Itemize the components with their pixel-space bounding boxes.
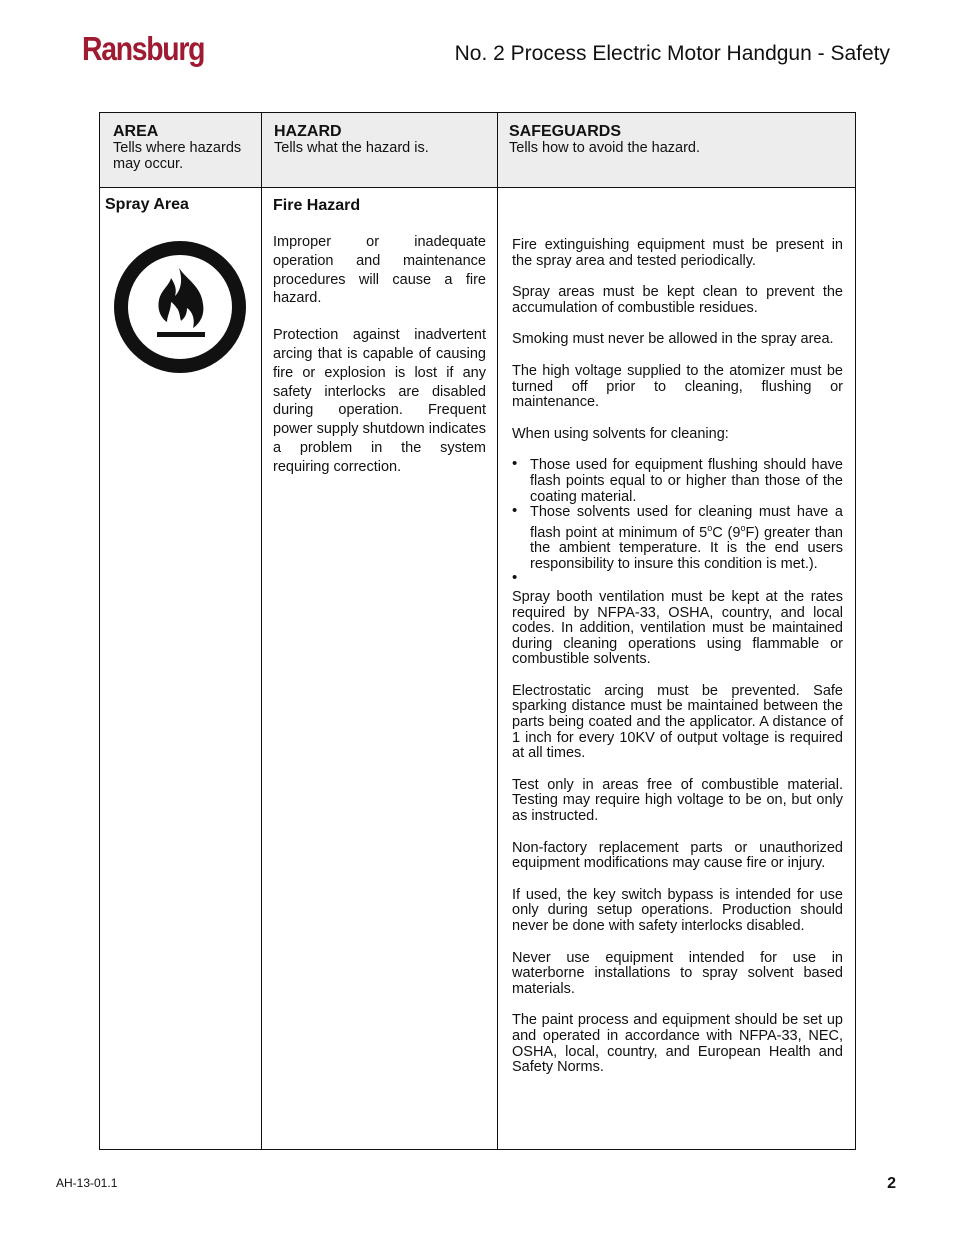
safeguard-paragraph: Fire extinguishing equipment must be present in the spray area and tested periodically. — [512, 237, 843, 269]
ransburg-logo: Ransburg — [82, 30, 205, 67]
table-header-row — [100, 113, 856, 188]
hazard-name: Fire Hazard — [273, 197, 361, 214]
list-item — [512, 502, 843, 572]
safeguard-paragraph: Non-factory replacement parts or unauthorized equipment modifications may cause fire or injury. — [512, 839, 843, 872]
fire-hazard-icon — [113, 240, 247, 374]
bullet-text: Those used for equipment flushing should have flash points equal to or higher than those of the coating material. — [530, 457, 843, 505]
list-item — [512, 569, 843, 588]
safeguard-paragraph: The paint process and equipment should be set up and operated in accordance with NFPA-33, NEC, OSHA, local, country, and European Health and Safety Norms. — [512, 1012, 843, 1076]
document-title: No. 2 Process Electric Motor Handgun - Safety — [454, 42, 890, 65]
hazard-header-cell — [262, 113, 498, 188]
area-header-cell — [100, 113, 262, 188]
bullet-text: Those solvents used for cleaning must have a flash point at minimum of 5$^o$C (9$^o$F) greater than the ambient temperature. It is the end users responsibility to insure this condition is met.). — [530, 504, 843, 572]
bullet-dot: • — [512, 502, 518, 520]
hazard-table — [99, 112, 856, 1150]
safeguards-header-title: SAFEGUARDS — [509, 123, 622, 140]
area-cell — [100, 188, 262, 1150]
safeguard-paragraph: Electrostatic arcing must be prevented. Safe sparking distance must be maintained between the parts being coated and the applicator. A distance of 1 inch for every 10KV of output voltage is required at all times. — [512, 682, 843, 762]
area-header-title: AREA — [113, 123, 159, 140]
document-code: AH-13-01.1 — [56, 1176, 118, 1190]
hazard-header-desc: Tells what the hazard is. — [274, 140, 429, 156]
hazard-paragraph: Protection against inadvertent arcing that is capable of causing fire or explosion is lost if any safety interlocks are disabled during operation. Frequent power supply shutdown indicates a problem in the system requiring correction. — [273, 327, 486, 475]
hazard-paragraph: Improper or inadequate operation and maintenance procedures will cause a fire hazard. — [273, 234, 486, 307]
safeguard-paragraph: Smoking must never be allowed in the spray area. — [512, 331, 834, 348]
bullet-dot: • — [512, 455, 518, 473]
safeguard-paragraph: Spray booth ventilation must be kept at the rates required by NFPA-33, OSHA, country, and local codes. In addition, ventilation must be maintained during cleaning operations using flammable or combustible solvents. — [512, 588, 843, 668]
safeguard-paragraph: Never use equipment intended for use in waterborne installations to spray solvent based materials. — [512, 949, 843, 997]
safeguard-paragraph: The high voltage supplied to the atomizer must be turned off prior to cleaning, flushing or maintenance. — [512, 362, 843, 411]
area-header-desc: Tells where hazards may occur. — [113, 140, 242, 172]
solvent-bullet-list — [512, 455, 843, 588]
safeguards-cell — [498, 188, 856, 1150]
hazard-cell — [262, 188, 498, 1150]
bullet-dot: • — [512, 569, 518, 587]
area-name: Spray Area — [105, 196, 189, 213]
safeguard-paragraph: When using solvents for cleaning: — [512, 425, 729, 442]
safeguard-paragraph: If used, the key switch bypass is intended for use only during setup operations. Production should never be done with safety interlocks disabled. — [512, 886, 843, 935]
hazard-header-title: HAZARD — [274, 123, 342, 140]
table-row — [100, 188, 856, 1150]
safeguards-header-desc: Tells how to avoid the hazard. — [509, 140, 701, 156]
safeguard-paragraph: Test only in areas free of combustible material. Testing may require high voltage to be on, but only as instructed. — [512, 776, 843, 825]
safeguards-header-cell — [498, 113, 856, 188]
list-item — [512, 455, 843, 505]
safeguard-paragraph: Spray areas must be kept clean to prevent the accumulation of combustible residues. — [512, 284, 843, 316]
page-number: 2 — [887, 1175, 896, 1192]
